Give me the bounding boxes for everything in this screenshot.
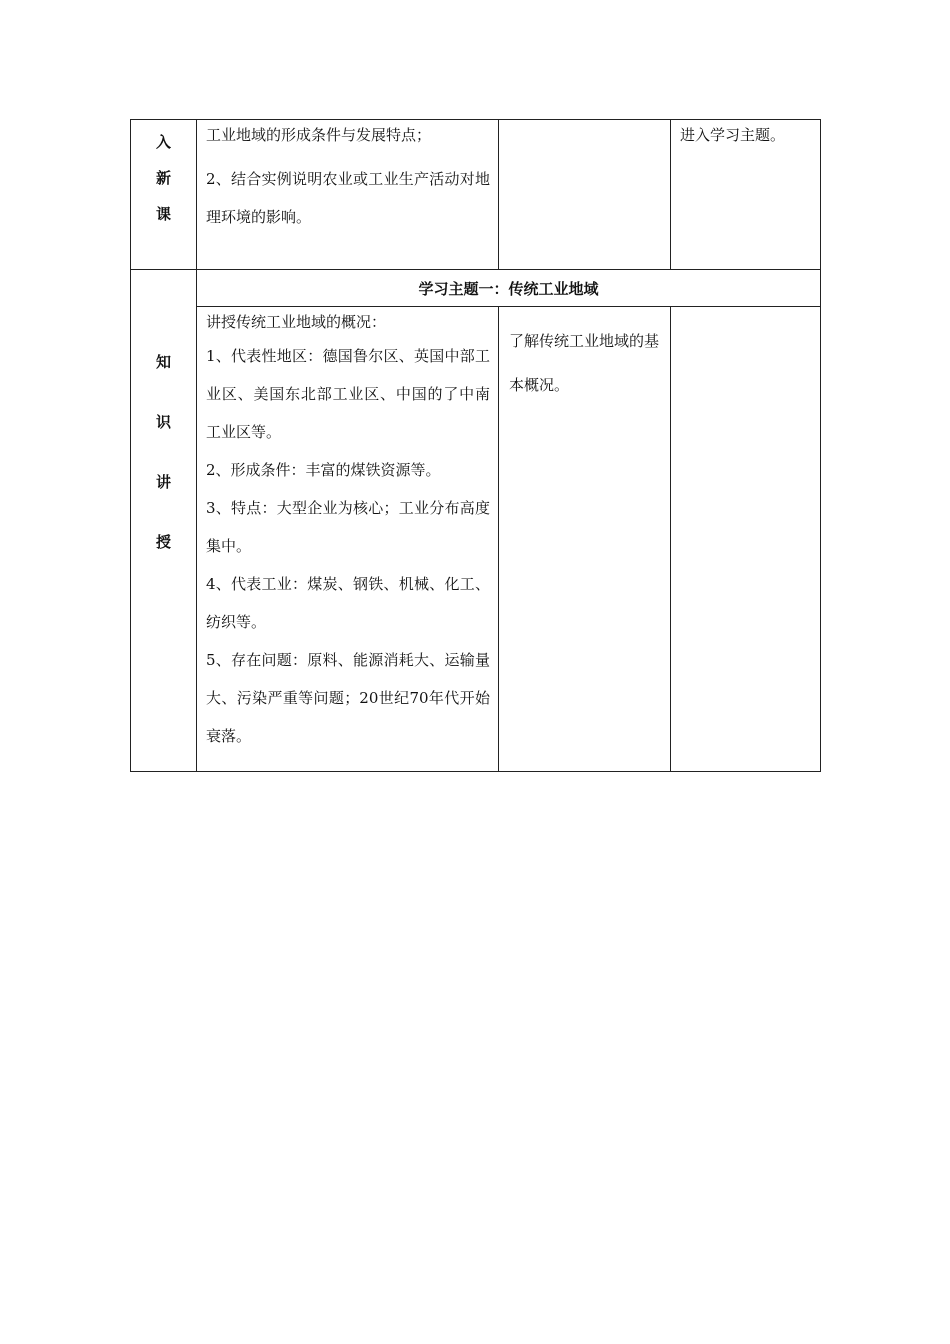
lecture-content-line: 1、代表性地区：德国鲁尔区、英国中部工业区、美国东北部工业区、中国的了中南工业区等。	[206, 347, 490, 441]
lecture-content-line: 2、形成条件：丰富的煤铁资源等。	[206, 461, 441, 479]
lecture-content-line: 5、存在问题：原料、能源消耗大、运输量大、污染严重等问题；20世纪70年代开始衰落。	[206, 651, 490, 745]
intro-row	[131, 120, 821, 270]
lecture-content-line: 3、特点：大型企业为核心；工业分布高度集中。	[206, 499, 490, 555]
intro-content-line: 2、结合实例说明农业或工业生产活动对地理环境的影响。	[206, 170, 490, 226]
lecture-label-char: 识	[155, 413, 171, 431]
lecture-content-cell	[197, 307, 499, 772]
intro-label-char: 新	[155, 169, 171, 187]
lecture-content-line: 4、代表工业：煤炭、钢铁、机械、化工、纺织等。	[206, 575, 490, 631]
lesson-plan-table	[130, 119, 821, 772]
lecture-label-char: 授	[155, 533, 171, 551]
intro-goal-cell	[499, 120, 671, 270]
lecture-label-char: 讲	[155, 473, 171, 491]
lecture-note-text	[671, 307, 820, 309]
topic-header-row	[131, 270, 821, 307]
intro-content-cell	[197, 120, 499, 270]
lecture-goal-cell	[499, 307, 671, 772]
intro-content-line: 工业地域的形成条件与发展特点；	[206, 126, 432, 144]
intro-note-cell	[671, 120, 821, 270]
topic-header: 学习主题一：传统工业地域	[197, 270, 821, 307]
lecture-note-cell	[671, 307, 821, 772]
intro-label-cell	[131, 120, 197, 270]
intro-goal-text	[499, 120, 670, 132]
lecture-row	[131, 307, 821, 772]
intro-label-char: 课	[155, 205, 171, 223]
lecture-goal-text: 了解传统工业地域的基本概况。	[509, 332, 660, 394]
intro-label-char: 入	[155, 133, 171, 151]
lecture-label-char: 知	[155, 353, 171, 371]
lecture-content-line: 讲授传统工业地域的概况：	[206, 313, 387, 331]
lecture-label-cell	[131, 270, 197, 772]
intro-note-text: 进入学习主题。	[680, 126, 786, 144]
